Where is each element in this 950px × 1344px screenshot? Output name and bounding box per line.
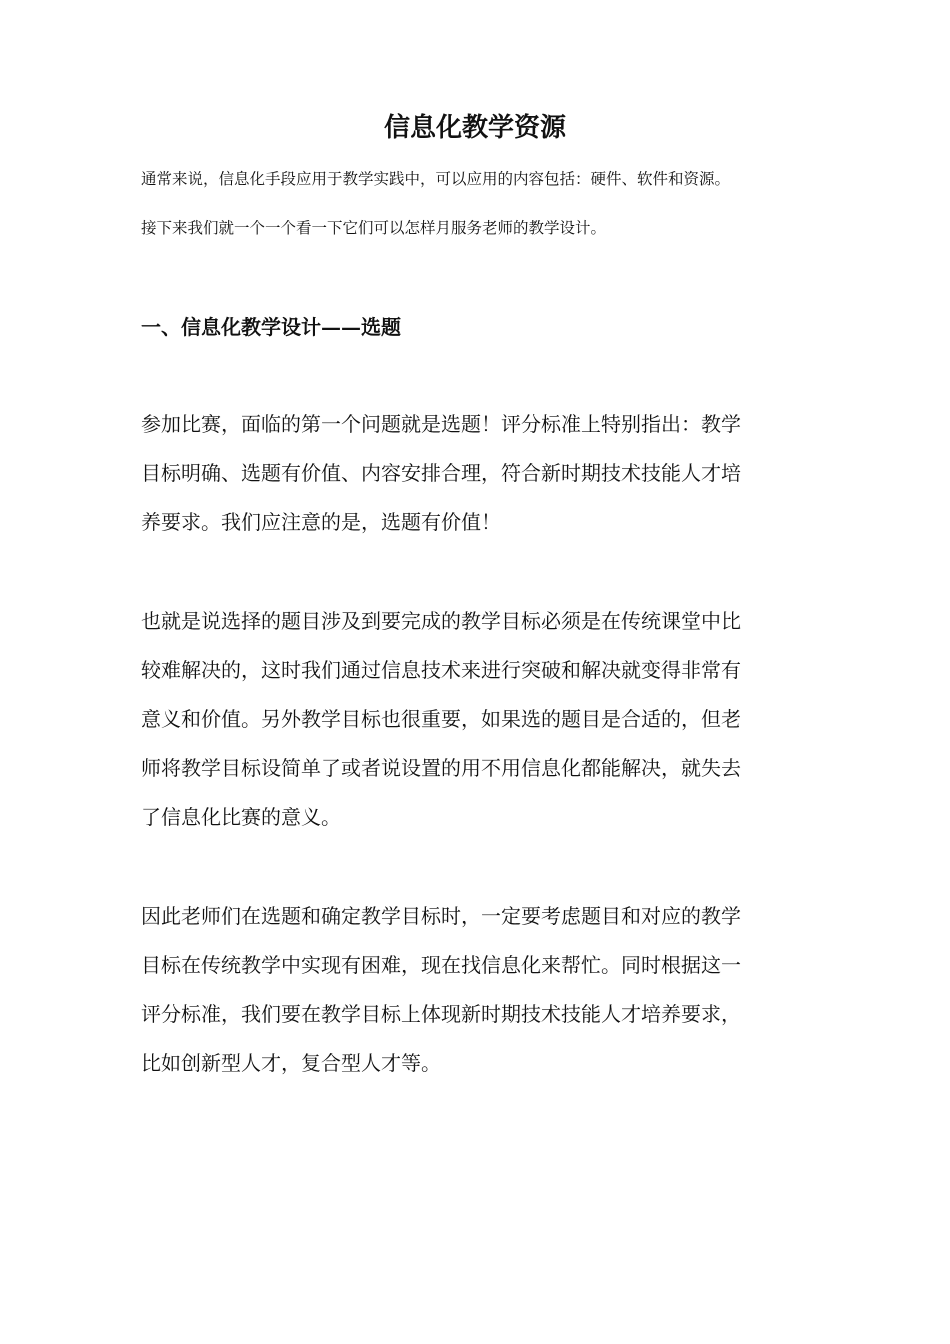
paragraph-line: 较难解决的，这时我们通过信息技术来进行突破和解决就变得非常有 <box>141 658 741 682</box>
paragraph-line: 评分标准，我们要在教学目标上体现新时期技术技能人才培养要求， <box>141 1002 741 1026</box>
document-title: 信息化教学资源 <box>383 113 566 143</box>
paragraph-line: 比如创新型人才，复合型人才等。 <box>141 1051 441 1075</box>
section-heading: 一、信息化教学设计——选题 <box>141 315 401 339</box>
paragraph-line: 目标在传统教学中实现有困难，现在找信息化来帮忙。同时根据这一 <box>141 953 741 977</box>
paragraph-line: 意义和价值。另外教学目标也很重要，如果选的题目是合适的，但老 <box>141 707 741 731</box>
body-paragraph <box>141 597 821 842</box>
body-paragraph <box>141 400 821 547</box>
intro-line: 接下来我们就一个一个看一下它们可以怎样月服务老师的教学设计。 <box>141 219 607 237</box>
body-paragraph <box>141 892 821 1088</box>
paragraph-line: 师将教学目标设简单了或者说设置的用不用信息化都能解决，就失去 <box>141 756 741 780</box>
paragraph-line: 也就是说选择的题目涉及到要完成的教学目标必须是在传统课堂中比 <box>141 609 741 633</box>
paragraph-line: 因此老师们在选题和确定教学目标时，一定要考虑题目和对应的教学 <box>141 904 741 928</box>
intro-line: 通常来说，信息化手段应用于教学实践中，可以应用的内容包括：硬件、软件和资源。 <box>141 170 731 188</box>
paragraph-line: 目标明确、选题有价值、内容安排合理，符合新时期技术技能人才培 <box>141 461 741 485</box>
paragraph-line: 养要求。我们应注意的是，选题有价值！ <box>141 510 501 534</box>
paragraph-line: 参加比赛，面临的第一个问题就是选题！评分标准上特别指出：教学 <box>141 412 741 436</box>
paragraph-line: 了信息化比赛的意义。 <box>141 805 341 829</box>
